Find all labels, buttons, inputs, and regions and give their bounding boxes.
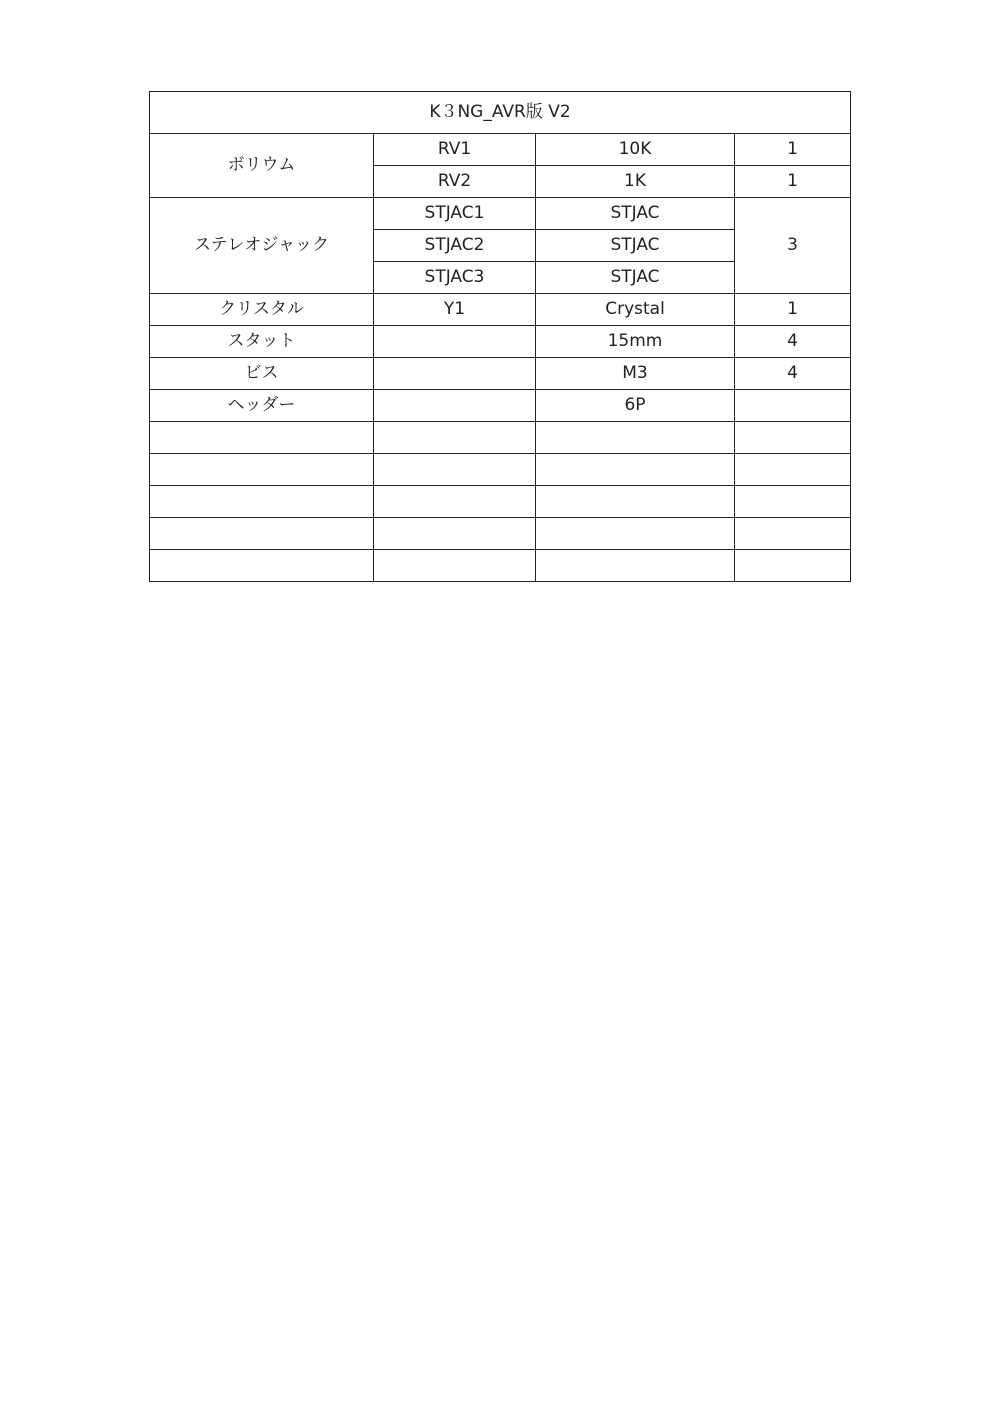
table-row <box>150 518 851 550</box>
qty-cell: 4 <box>735 326 851 358</box>
part-cell: STJAC <box>536 262 735 294</box>
qty-cell <box>735 550 851 582</box>
ref-cell: Y1 <box>374 294 536 326</box>
table-row <box>150 326 851 358</box>
part-cell: 6P <box>536 390 735 422</box>
ref-cell <box>374 422 536 454</box>
part-cell <box>536 518 735 550</box>
table-row <box>150 294 851 326</box>
ref-cell: STJAC3 <box>374 262 536 294</box>
part-cell: Crystal <box>536 294 735 326</box>
part-cell <box>536 550 735 582</box>
qty-cell <box>735 518 851 550</box>
category-cell: ボリウム <box>150 134 374 198</box>
table-row <box>150 454 851 486</box>
category-cell: クリスタル <box>150 294 374 326</box>
category-cell: ステレオジャック <box>150 198 374 294</box>
ref-cell <box>374 358 536 390</box>
part-cell: STJAC <box>536 230 735 262</box>
table-row <box>150 134 851 166</box>
qty-cell <box>735 486 851 518</box>
part-cell <box>536 454 735 486</box>
category-cell <box>150 518 374 550</box>
qty-cell: 1 <box>735 166 851 198</box>
qty-cell <box>735 422 851 454</box>
category-cell <box>150 486 374 518</box>
table-row <box>150 358 851 390</box>
part-cell: M3 <box>536 358 735 390</box>
category-cell: ビス <box>150 358 374 390</box>
category-cell <box>150 454 374 486</box>
table-row <box>150 390 851 422</box>
part-cell: 1K <box>536 166 735 198</box>
part-cell: 10K <box>536 134 735 166</box>
qty-cell: 4 <box>735 358 851 390</box>
category-cell: ヘッダー <box>150 390 374 422</box>
table-row <box>150 550 851 582</box>
ref-cell: STJAC2 <box>374 230 536 262</box>
category-cell <box>150 422 374 454</box>
part-cell: 15mm <box>536 326 735 358</box>
parts-list-table <box>149 91 851 582</box>
ref-cell <box>374 454 536 486</box>
table-row <box>150 198 851 230</box>
part-cell <box>536 486 735 518</box>
qty-cell <box>735 390 851 422</box>
part-cell: STJAC <box>536 198 735 230</box>
table-title: K３NG_AVR版 V2 <box>150 92 851 134</box>
ref-cell: STJAC1 <box>374 198 536 230</box>
ref-cell: RV1 <box>374 134 536 166</box>
ref-cell: RV2 <box>374 166 536 198</box>
ref-cell <box>374 390 536 422</box>
category-cell <box>150 550 374 582</box>
qty-cell: 3 <box>735 198 851 294</box>
table-title-row <box>150 92 851 134</box>
table-row <box>150 422 851 454</box>
table-row <box>150 486 851 518</box>
qty-cell: 1 <box>735 294 851 326</box>
ref-cell <box>374 486 536 518</box>
part-cell <box>536 422 735 454</box>
qty-cell <box>735 454 851 486</box>
ref-cell <box>374 550 536 582</box>
category-cell: スタット <box>150 326 374 358</box>
ref-cell <box>374 518 536 550</box>
qty-cell: 1 <box>735 134 851 166</box>
ref-cell <box>374 326 536 358</box>
